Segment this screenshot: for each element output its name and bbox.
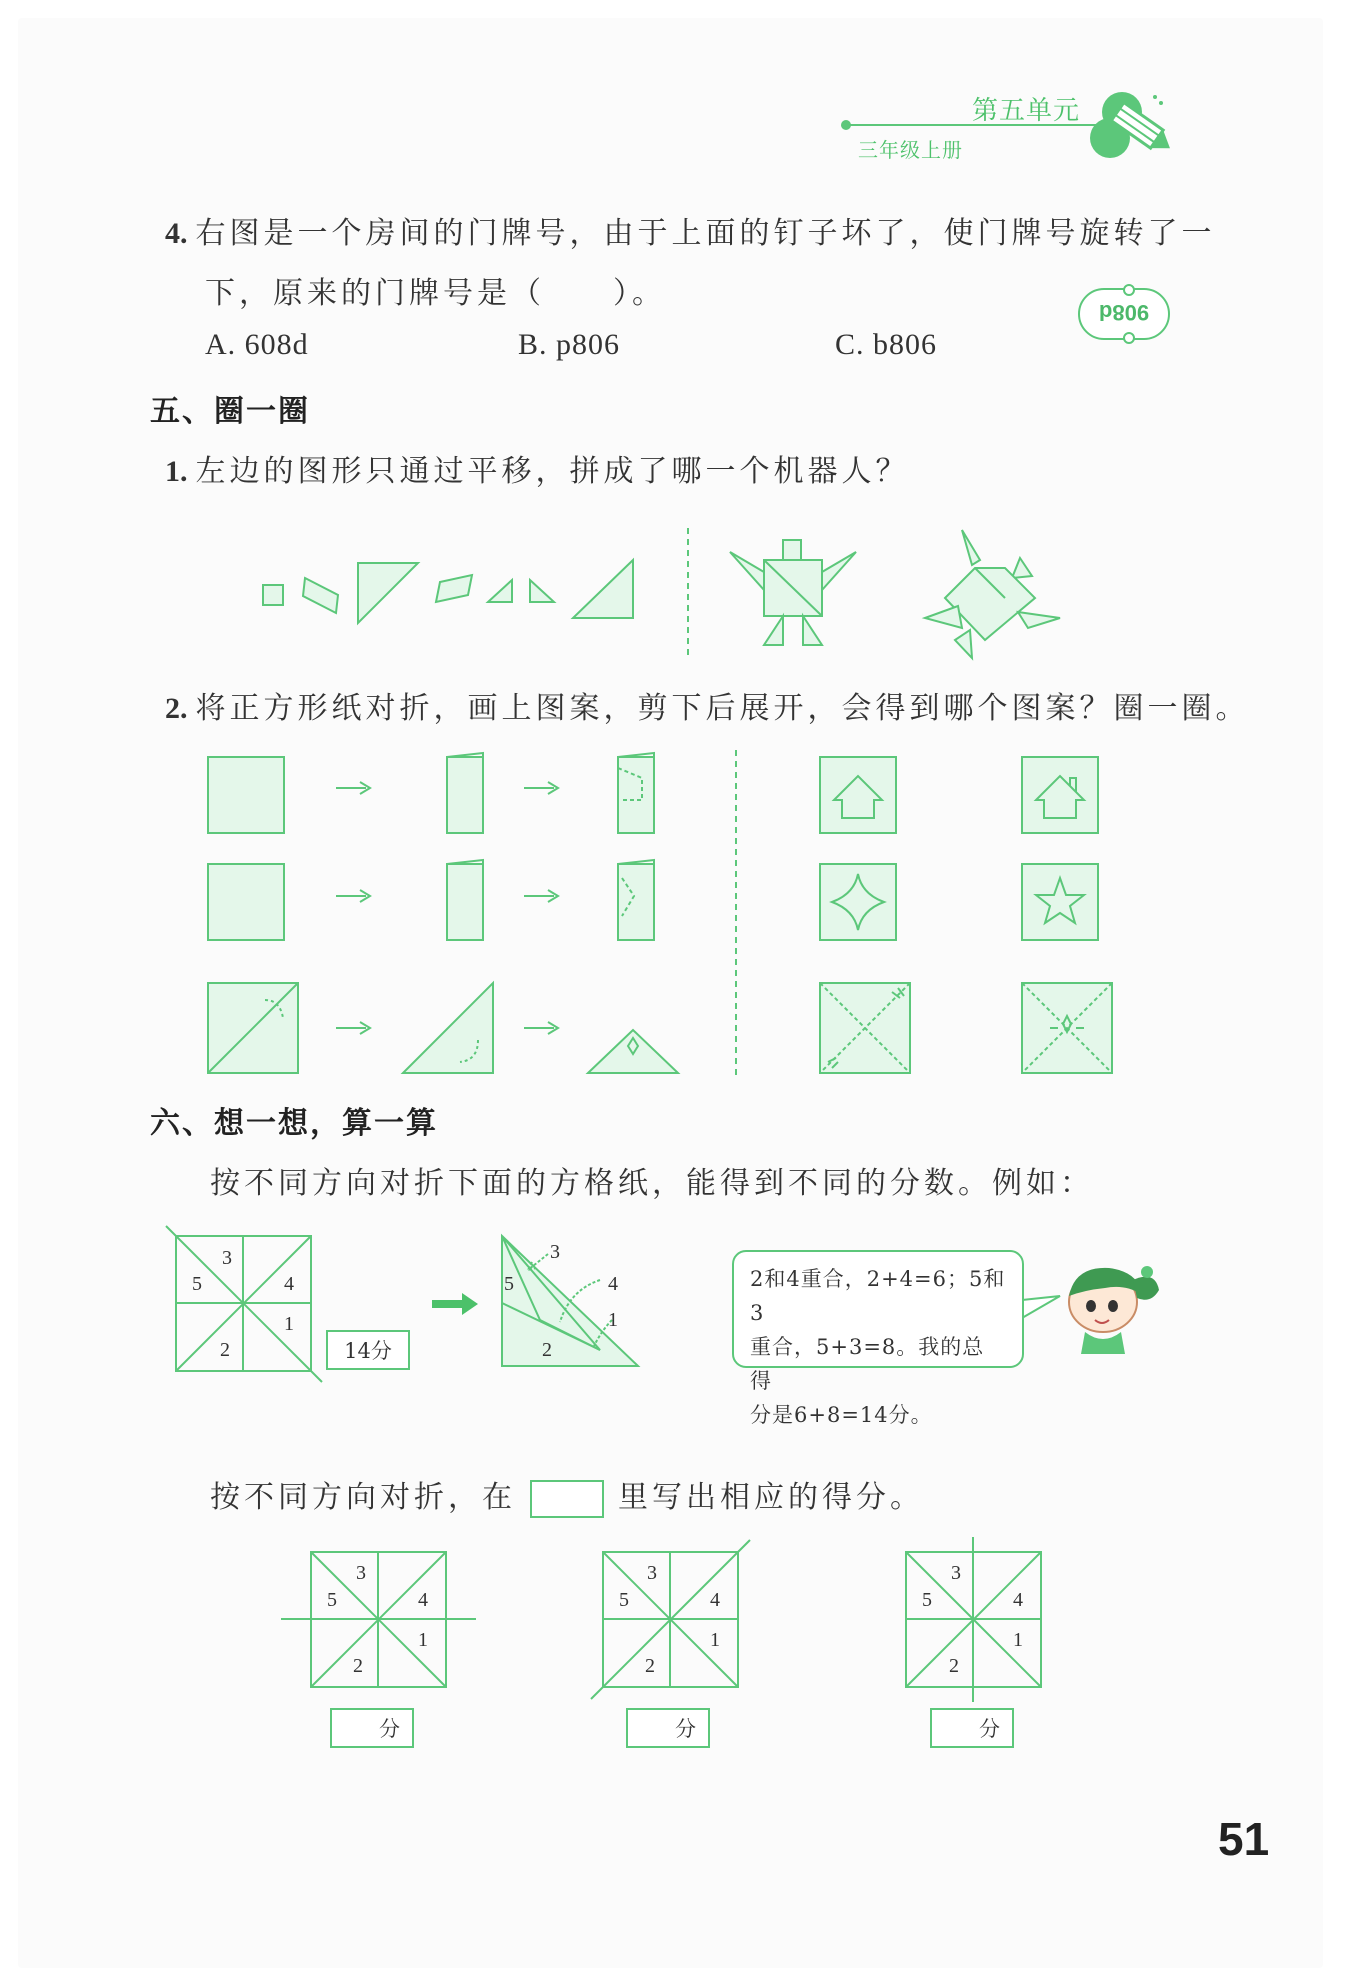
- q4-option-a[interactable]: A. 608d: [205, 328, 309, 361]
- practice-grid-2: [591, 1540, 750, 1699]
- unit-title: 第五单元: [972, 96, 1081, 126]
- ex-num-5: 5: [192, 1273, 202, 1295]
- example-score-box: 14分: [326, 1330, 410, 1370]
- ex-num-2: 2: [220, 1339, 230, 1361]
- q4-text-1: 右图是一个房间的门牌号，由于上面的钉子坏了，使门牌号旋转了一: [195, 216, 1216, 251]
- s5-q2-number: 2.: [165, 692, 188, 725]
- answer-box-3[interactable]: [930, 1708, 1014, 1748]
- fold-num-4: 4: [608, 1273, 618, 1295]
- svg-text:3: 3: [951, 1562, 961, 1584]
- answer-box-1[interactable]: [330, 1708, 414, 1748]
- page-number: 51: [1218, 1813, 1270, 1865]
- speech-line-3: 分是6+8=14分。: [750, 1403, 933, 1427]
- fold-num-1: 1: [608, 1309, 618, 1331]
- svg-text:2: 2: [949, 1655, 959, 1677]
- ex-num-1: 1: [284, 1313, 294, 1335]
- instruction-pre: 按不同方向对折，在: [210, 1480, 516, 1515]
- instruction-post: 里写出相应的得分。: [618, 1480, 924, 1515]
- svg-text:3: 3: [356, 1562, 366, 1584]
- fold-num-2: 2: [542, 1339, 552, 1361]
- s5-q1-number: 1.: [165, 455, 188, 488]
- practice-grid-3: [906, 1537, 1041, 1702]
- ex-num-3: 3: [222, 1247, 232, 1269]
- fold-num-5: 5: [504, 1273, 514, 1295]
- sign-number: 908d: [1098, 300, 1150, 325]
- answer-box-2[interactable]: [626, 1708, 710, 1748]
- svg-text:1: 1: [710, 1629, 720, 1651]
- grade-label: 三年级上册: [858, 138, 963, 162]
- speech-line-1: 2和4重合，2+4=6；5和3: [750, 1267, 1006, 1325]
- svg-text:4: 4: [1013, 1589, 1023, 1611]
- fold-num-3: 3: [550, 1241, 560, 1263]
- q4-line2: 下，原来的门牌号是（ ）。: [205, 276, 666, 311]
- s5-q2-text: 将正方形纸对折，画上图案，剪下后展开，会得到哪个图案？圈一圈。: [195, 691, 1250, 726]
- svg-text:4: 4: [418, 1589, 428, 1611]
- svg-text:1: 1: [1013, 1629, 1023, 1651]
- practice-grid-1: [281, 1552, 476, 1687]
- svg-text:3: 3: [647, 1562, 657, 1584]
- section6-title: 六、想一想，算一算: [150, 1106, 438, 1141]
- q4-number: 4.: [165, 217, 188, 250]
- svg-text:5: 5: [619, 1589, 629, 1611]
- svg-text:1: 1: [418, 1629, 428, 1651]
- svg-text:5: 5: [922, 1589, 932, 1611]
- ex-num-4: 4: [284, 1273, 294, 1295]
- section5-title: 五、圈一圈: [150, 394, 310, 429]
- answer-unit-2: 分: [675, 1717, 696, 1741]
- q4-option-b[interactable]: B. p806: [518, 328, 621, 361]
- svg-text:4: 4: [710, 1589, 720, 1611]
- speech-line-2: 重合，5+3=8。我的总得: [750, 1335, 985, 1393]
- answer-unit-3: 分: [979, 1717, 1000, 1741]
- svg-text:5: 5: [327, 1589, 337, 1611]
- answer-unit-1: 分: [379, 1717, 400, 1741]
- s6-intro: 按不同方向对折下面的方格纸，能得到不同的分数。例如：: [210, 1166, 1094, 1201]
- svg-text:2: 2: [353, 1655, 363, 1677]
- svg-text:2: 2: [645, 1655, 655, 1677]
- s5-q1-text: 左边的图形只通过平移，拼成了哪一个机器人？: [195, 454, 910, 489]
- q4-option-c[interactable]: C. b806: [835, 328, 938, 361]
